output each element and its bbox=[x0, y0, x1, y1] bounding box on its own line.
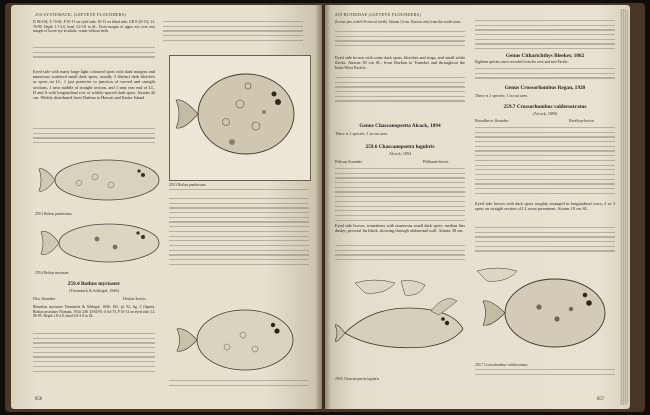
right-figure-caption-lines bbox=[475, 369, 615, 378]
page-edges bbox=[620, 9, 628, 405]
right-valderostratus-synonymy bbox=[475, 127, 615, 197]
figure-lugubris-box bbox=[335, 273, 470, 373]
right-eyed-paragraph: Eyed side brown with some dark spots, blotches and rings, and small white flecks. Attains 30 cm SL; from Durban to Transkei and throughout the Indo-West Pacific. bbox=[335, 55, 465, 71]
right-broadbrow-continued bbox=[475, 227, 615, 255]
genus-chascanopsetta-heading: Genus Chascanopsetta Alcock, 1894 bbox=[359, 123, 441, 129]
species-authority-valderostratus: (Alcock, 1890) bbox=[532, 111, 558, 116]
right-figure-caption-valderostratus: 259.7 Crossorhombus valderostratus bbox=[475, 363, 528, 367]
right-pelican-paragraph-continued bbox=[335, 245, 465, 264]
figure-valderostratus-box bbox=[477, 263, 617, 359]
common-name-pelican: Pelican flounder bbox=[335, 159, 362, 164]
species-heading-valderostratus: 259.7 Crossorhombus valderostratus bbox=[503, 104, 587, 110]
genus-citharichthys-note: Eighteen species, most recorded from the west and east Pacific. bbox=[475, 60, 569, 64]
left-bottom-text-continued bbox=[33, 333, 155, 375]
right-page bbox=[325, 5, 630, 409]
left-description-paragraph: Eyed side with many large light coloured spots with dark margins and numerous scattered small dark spots; usually 3 distinct dark blotches or spots on LL, 1 just posterior to junction of curved and straight sections, 1 near middle of straight section, and 1 near rear end of LL. D and A with longitudinal row of widely-spaced dark spots. Attains 42 cm. Widely distributed from Durban to Hawaii and Easter Island. bbox=[33, 69, 155, 101]
flounder-drawing-valderostratus bbox=[477, 263, 617, 359]
genus-citharichthys-heading: Genus Citharichthys Bleeker, 1862 bbox=[505, 53, 585, 59]
left-column-right-text-block bbox=[163, 19, 303, 51]
left-figure-caption-1: 259.3 Bothus pantherinus bbox=[35, 212, 72, 216]
right-figure-caption-lugubris: 259.6 Chascanopsetta lugubris bbox=[335, 377, 380, 381]
common-name-broadbrow: Broadbrow flounder bbox=[475, 118, 509, 123]
genus-crossorhombus-heading: Genus Crossorhombus Regan, 1920 bbox=[504, 85, 586, 91]
species-authority-lugubris: Alcock, 1894 bbox=[388, 151, 412, 156]
left-top-text: D 96-104; A 74-82; P 10-13 on eyed side; 10-13 on blind side; GR 0+(9-11); LL 76-90. Depth 1.7-2.0, head 3.2-3.8 in SL. Front margin of upper eye over rear margin of lower eye in adults; vomer without teeth. bbox=[33, 20, 155, 33]
common-name-afrikaans-pelican: Pelikaan-botvis bbox=[423, 159, 449, 164]
flounder-drawing-myriaster bbox=[173, 305, 305, 375]
right-pelican-paragraph: Eyed side brown, sometimes with numerous small dark spots; median fins dusky; pectoral fin black, showing through abdominal wall. Attains 38 cm. bbox=[335, 223, 465, 234]
right-page-header: 259 BOTHIDAE (LEFTEYE FLOUNDERS) bbox=[335, 12, 422, 17]
book-gutter bbox=[315, 5, 331, 409]
left-description-continued bbox=[33, 128, 155, 147]
figure-myriaster-box bbox=[173, 305, 305, 375]
right-page-number: 857 bbox=[597, 397, 605, 402]
left-right-column-caption-lines bbox=[169, 189, 309, 194]
flounder-drawing-pantherinus bbox=[170, 56, 310, 180]
left-page bbox=[11, 5, 322, 409]
right-lugubris-synonymy bbox=[335, 168, 465, 224]
fish-illustration-1 bbox=[35, 155, 165, 205]
fish-illustration-2 bbox=[35, 219, 165, 267]
common-name-left: Disc flounder bbox=[33, 296, 56, 301]
species-authority-myriaster: (Temminck & Schlegel, 1846) bbox=[69, 288, 119, 293]
left-right-column-text bbox=[169, 198, 309, 268]
right-broadbrow-paragraph: Eyed side brown with dark spots roughly arranged in longitudinal rows; 2 or 3 spots on straight section of LL most prominent. Attains 10 cm SL. bbox=[475, 201, 615, 212]
left-figure-caption-2: 259.4 Bothus myriaster bbox=[35, 271, 69, 275]
right-top-text: (Lower jaw with 6-8 rows of teeth). Attains 14 cm. Known only from the south coast. bbox=[335, 20, 462, 24]
genus-chascanopsetta-note: There is 1 species; 1 in our area. bbox=[335, 131, 388, 136]
flounder-drawing-lugubris bbox=[335, 273, 470, 373]
right-eyed-paragraph-continued bbox=[335, 77, 465, 105]
figure-pantherinus-box bbox=[169, 55, 311, 181]
genus-citharichthys-continued bbox=[475, 68, 615, 82]
left-page-header: 250 SYSTEMATIC (LEFTEYE FLOUNDERS) bbox=[35, 12, 127, 17]
species-heading-lugubris: 259.6 Chascanopsetta lugubris bbox=[365, 144, 435, 150]
left-figure-caption-pantherinus: 259.3 Bothus pantherinus bbox=[169, 183, 206, 187]
right-top-text-continued bbox=[335, 31, 465, 50]
species-heading-myriaster: 259.4 Bothus myriaster bbox=[67, 281, 121, 287]
open-book bbox=[5, 3, 645, 412]
common-name-afrikaans-broadbrow: Breëkop-botvis bbox=[569, 118, 595, 123]
right-column-top-text bbox=[475, 20, 615, 53]
common-name-afrikaans-left: Diskus-botvis bbox=[123, 296, 146, 301]
left-bottom-text: Rhombus myriaster Temminck & Schlegel, 1846: 181, pl. 92, fig. 2 (Japan). Bothus myriaster Norman, 1934: 236. D 84-95; A 64-73; P 10-12 on eyed side; LL 86-95. Depth 1.8-2.0, head 3.6-3.8 in SL. bbox=[33, 305, 155, 318]
left-right-column-bottom-lines bbox=[169, 380, 309, 389]
left-top-text-continued bbox=[33, 47, 155, 61]
left-page-number: 856 bbox=[35, 397, 43, 402]
genus-crossorhombus-note: There is 1 species; 1 in our area. bbox=[475, 93, 528, 98]
